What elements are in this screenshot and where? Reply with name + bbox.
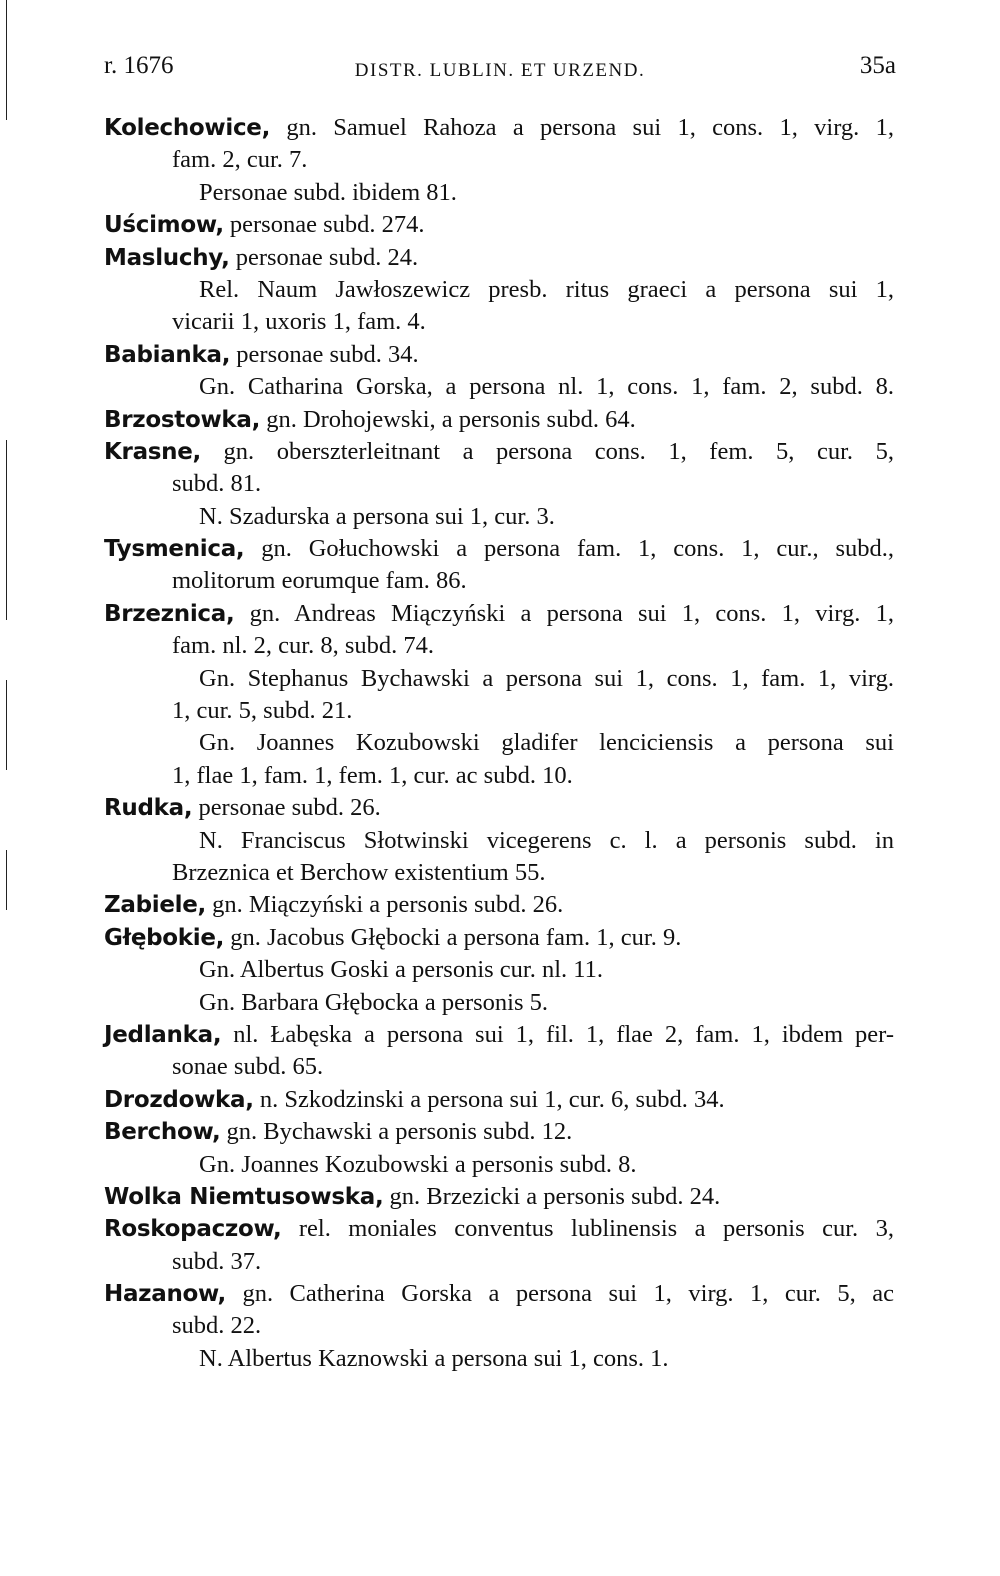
continuation-line <box>104 468 894 500</box>
entry-text: gn. Catherina Gorska a persona sui 1, virg. 1, cur. 5, ac <box>225 1280 894 1308</box>
continuation-line <box>104 857 894 889</box>
place-name-heading: Zabiele, <box>104 892 206 919</box>
place-name-heading: Berchow, <box>104 1119 221 1146</box>
continuation-line <box>104 371 894 403</box>
entry-text: subd. 22. <box>172 1312 262 1340</box>
continuation-line <box>104 1149 894 1181</box>
scan-edge-line <box>6 440 7 620</box>
place-name-heading: Hazanow, <box>104 1281 226 1308</box>
scan-edge-line <box>6 850 7 910</box>
entry-text: personae subd. 34. <box>230 340 419 368</box>
entry-list <box>104 112 894 1375</box>
entry-line <box>104 1278 894 1310</box>
entry-line <box>104 112 894 144</box>
entry-text: Personae subd. ibidem 81. <box>199 178 457 206</box>
entry-text: gn. oberszterleitnant a persona cons. 1, fem. 5, cur. 5, <box>201 437 894 465</box>
continuation-line <box>104 1310 894 1342</box>
continuation-line <box>104 987 894 1019</box>
entry-text: gn. Andreas Miączyński a persona sui 1, cons. 1, virg. 1, <box>234 599 894 627</box>
entry-text: gn. Gołuchowski a persona fam. 1, cons. 1, cur., subd., <box>244 535 894 563</box>
entry-line <box>104 889 894 921</box>
place-name-heading: Drozdowka, <box>104 1086 254 1113</box>
entry-line <box>104 792 894 824</box>
continuation-line <box>104 760 894 792</box>
entry-line <box>104 1116 894 1148</box>
entry-text: personae subd. 26. <box>192 794 381 822</box>
scan-edge-line <box>6 680 7 770</box>
entry-text: Gn. Albertus Goski a personis cur. nl. 11. <box>199 956 603 984</box>
place-name-heading: Głębokie, <box>104 924 225 951</box>
entry-line <box>104 209 894 241</box>
entry-line <box>104 1084 894 1116</box>
entry-text: Gn. Stephanus Bychawski a persona sui 1, cons. 1, fam. 1, virg. <box>199 664 894 692</box>
entry-text: N. Szadurska a persona sui 1, cur. 3. <box>199 502 555 530</box>
entry-line <box>104 1181 894 1213</box>
continuation-line <box>104 565 894 597</box>
place-name-heading: Brzostowka, <box>104 406 261 433</box>
continuation-line <box>104 1051 894 1083</box>
continuation-line <box>104 727 894 759</box>
place-name-heading: Kolechowice, <box>104 115 271 141</box>
continuation-line <box>104 144 894 176</box>
place-name-heading: Krasne, <box>104 438 201 465</box>
entry-text: vicarii 1, uxoris 1, fam. 4. <box>172 308 426 336</box>
entry-text: rel. moniales conventus lublinensis a personis cur. 3, <box>281 1215 894 1243</box>
entry-text: 1, flae 1, fam. 1, fem. 1, cur. ac subd. 10. <box>172 761 573 789</box>
entry-line <box>104 242 894 274</box>
entry-text: Gn. Catharina Gorska, a persona nl. 1, cons. 1, fam. 2, subd. 8. <box>199 373 894 401</box>
continuation-line <box>104 1343 894 1375</box>
entry-line <box>104 339 894 371</box>
place-name-heading: Wolka Niemtusowska, <box>104 1183 384 1210</box>
entry-text: Brzeznica et Berchow existentium 55. <box>172 858 546 886</box>
entry-line <box>104 436 894 468</box>
entry-text: gn. Samuel Rahoza a persona sui 1, cons. 1, virg. 1, <box>270 114 894 141</box>
entry-text: molitorum eorumque fam. 86. <box>172 567 467 595</box>
header-year: r. 1676 <box>104 52 174 79</box>
entry-text: gn. Bychawski a personis subd. 12. <box>220 1118 573 1146</box>
entry-text: personae subd. 24. <box>229 243 419 271</box>
place-name-heading: Uścimow, <box>104 212 224 239</box>
entry-text: nl. Łabęska a persona sui 1, fil. 1, flae 2, fam. 1, ibdem per- <box>221 1020 894 1048</box>
place-name-heading: Masluchy, <box>104 244 230 271</box>
entry-text: N. Albertus Kaznowski a persona sui 1, cons. 1. <box>199 1344 669 1372</box>
place-name-heading: Roskopaczow, <box>104 1216 282 1243</box>
place-name-heading: Tysmenica, <box>104 536 245 563</box>
entry-text: n. Szkodzinski a persona sui 1, cur. 6, subd. 34. <box>253 1085 725 1113</box>
entry-text: Rel. Naum Jawłoszewicz presb. ritus graeci a persona sui 1, <box>199 275 894 303</box>
place-name-heading: Rudka, <box>104 795 193 822</box>
entry-text: gn. Miączyński a personis subd. 26. <box>205 891 564 919</box>
entry-text: fam. 2, cur. 7. <box>172 146 308 174</box>
entry-text: gn. Drohojewski, a personis subd. 64. <box>260 405 636 433</box>
entry-text: personae subd. 274. <box>223 211 425 239</box>
entry-line <box>104 404 894 436</box>
entry-line <box>104 598 894 630</box>
entry-text: fam. nl. 2, cur. 8, subd. 74. <box>172 632 434 660</box>
entry-line <box>104 922 894 954</box>
continuation-line <box>104 501 894 533</box>
entry-text: 1, cur. 5, subd. 21. <box>172 697 353 725</box>
header-title: DISTR. LUBLIN. ET URZEND. <box>354 60 646 81</box>
continuation-line <box>104 274 894 306</box>
entry-text: sonae subd. 65. <box>172 1053 324 1081</box>
continuation-line <box>104 954 894 986</box>
place-name-heading: Brzeznica, <box>104 600 235 627</box>
entry-text: Gn. Barbara Głębocka a personis 5. <box>199 988 549 1016</box>
entry-line <box>104 1019 894 1051</box>
entry-text: gn. Jacobus Głębocki a persona fam. 1, cur. 9. <box>224 923 682 951</box>
continuation-line <box>104 306 894 338</box>
continuation-line <box>104 630 894 662</box>
entry-text: gn. Brzezicki a personis subd. 24. <box>383 1182 721 1210</box>
entry-text: N. Franciscus Słotwinski vicegerens c. l. a personis subd. in <box>199 826 894 854</box>
continuation-line <box>104 1246 894 1278</box>
place-name-heading: Jedlanka, <box>104 1021 222 1048</box>
place-name-heading: Babianka, <box>104 341 231 368</box>
continuation-line <box>104 825 894 857</box>
continuation-line <box>104 695 894 727</box>
entry-text: Gn. Joannes Kozubowski a personis subd. 8. <box>199 1150 637 1178</box>
entry-text: subd. 81. <box>172 470 262 498</box>
running-header <box>104 52 896 88</box>
header-page-number: 35a <box>859 52 896 79</box>
entry-text: Gn. Joannes Kozubowski gladifer lenciciensis a persona sui <box>199 729 894 757</box>
continuation-line <box>104 177 894 209</box>
entry-line <box>104 1213 894 1245</box>
entry-line <box>104 533 894 565</box>
entry-text: subd. 37. <box>172 1247 262 1275</box>
continuation-line <box>104 663 894 695</box>
scan-edge-line <box>6 0 7 120</box>
